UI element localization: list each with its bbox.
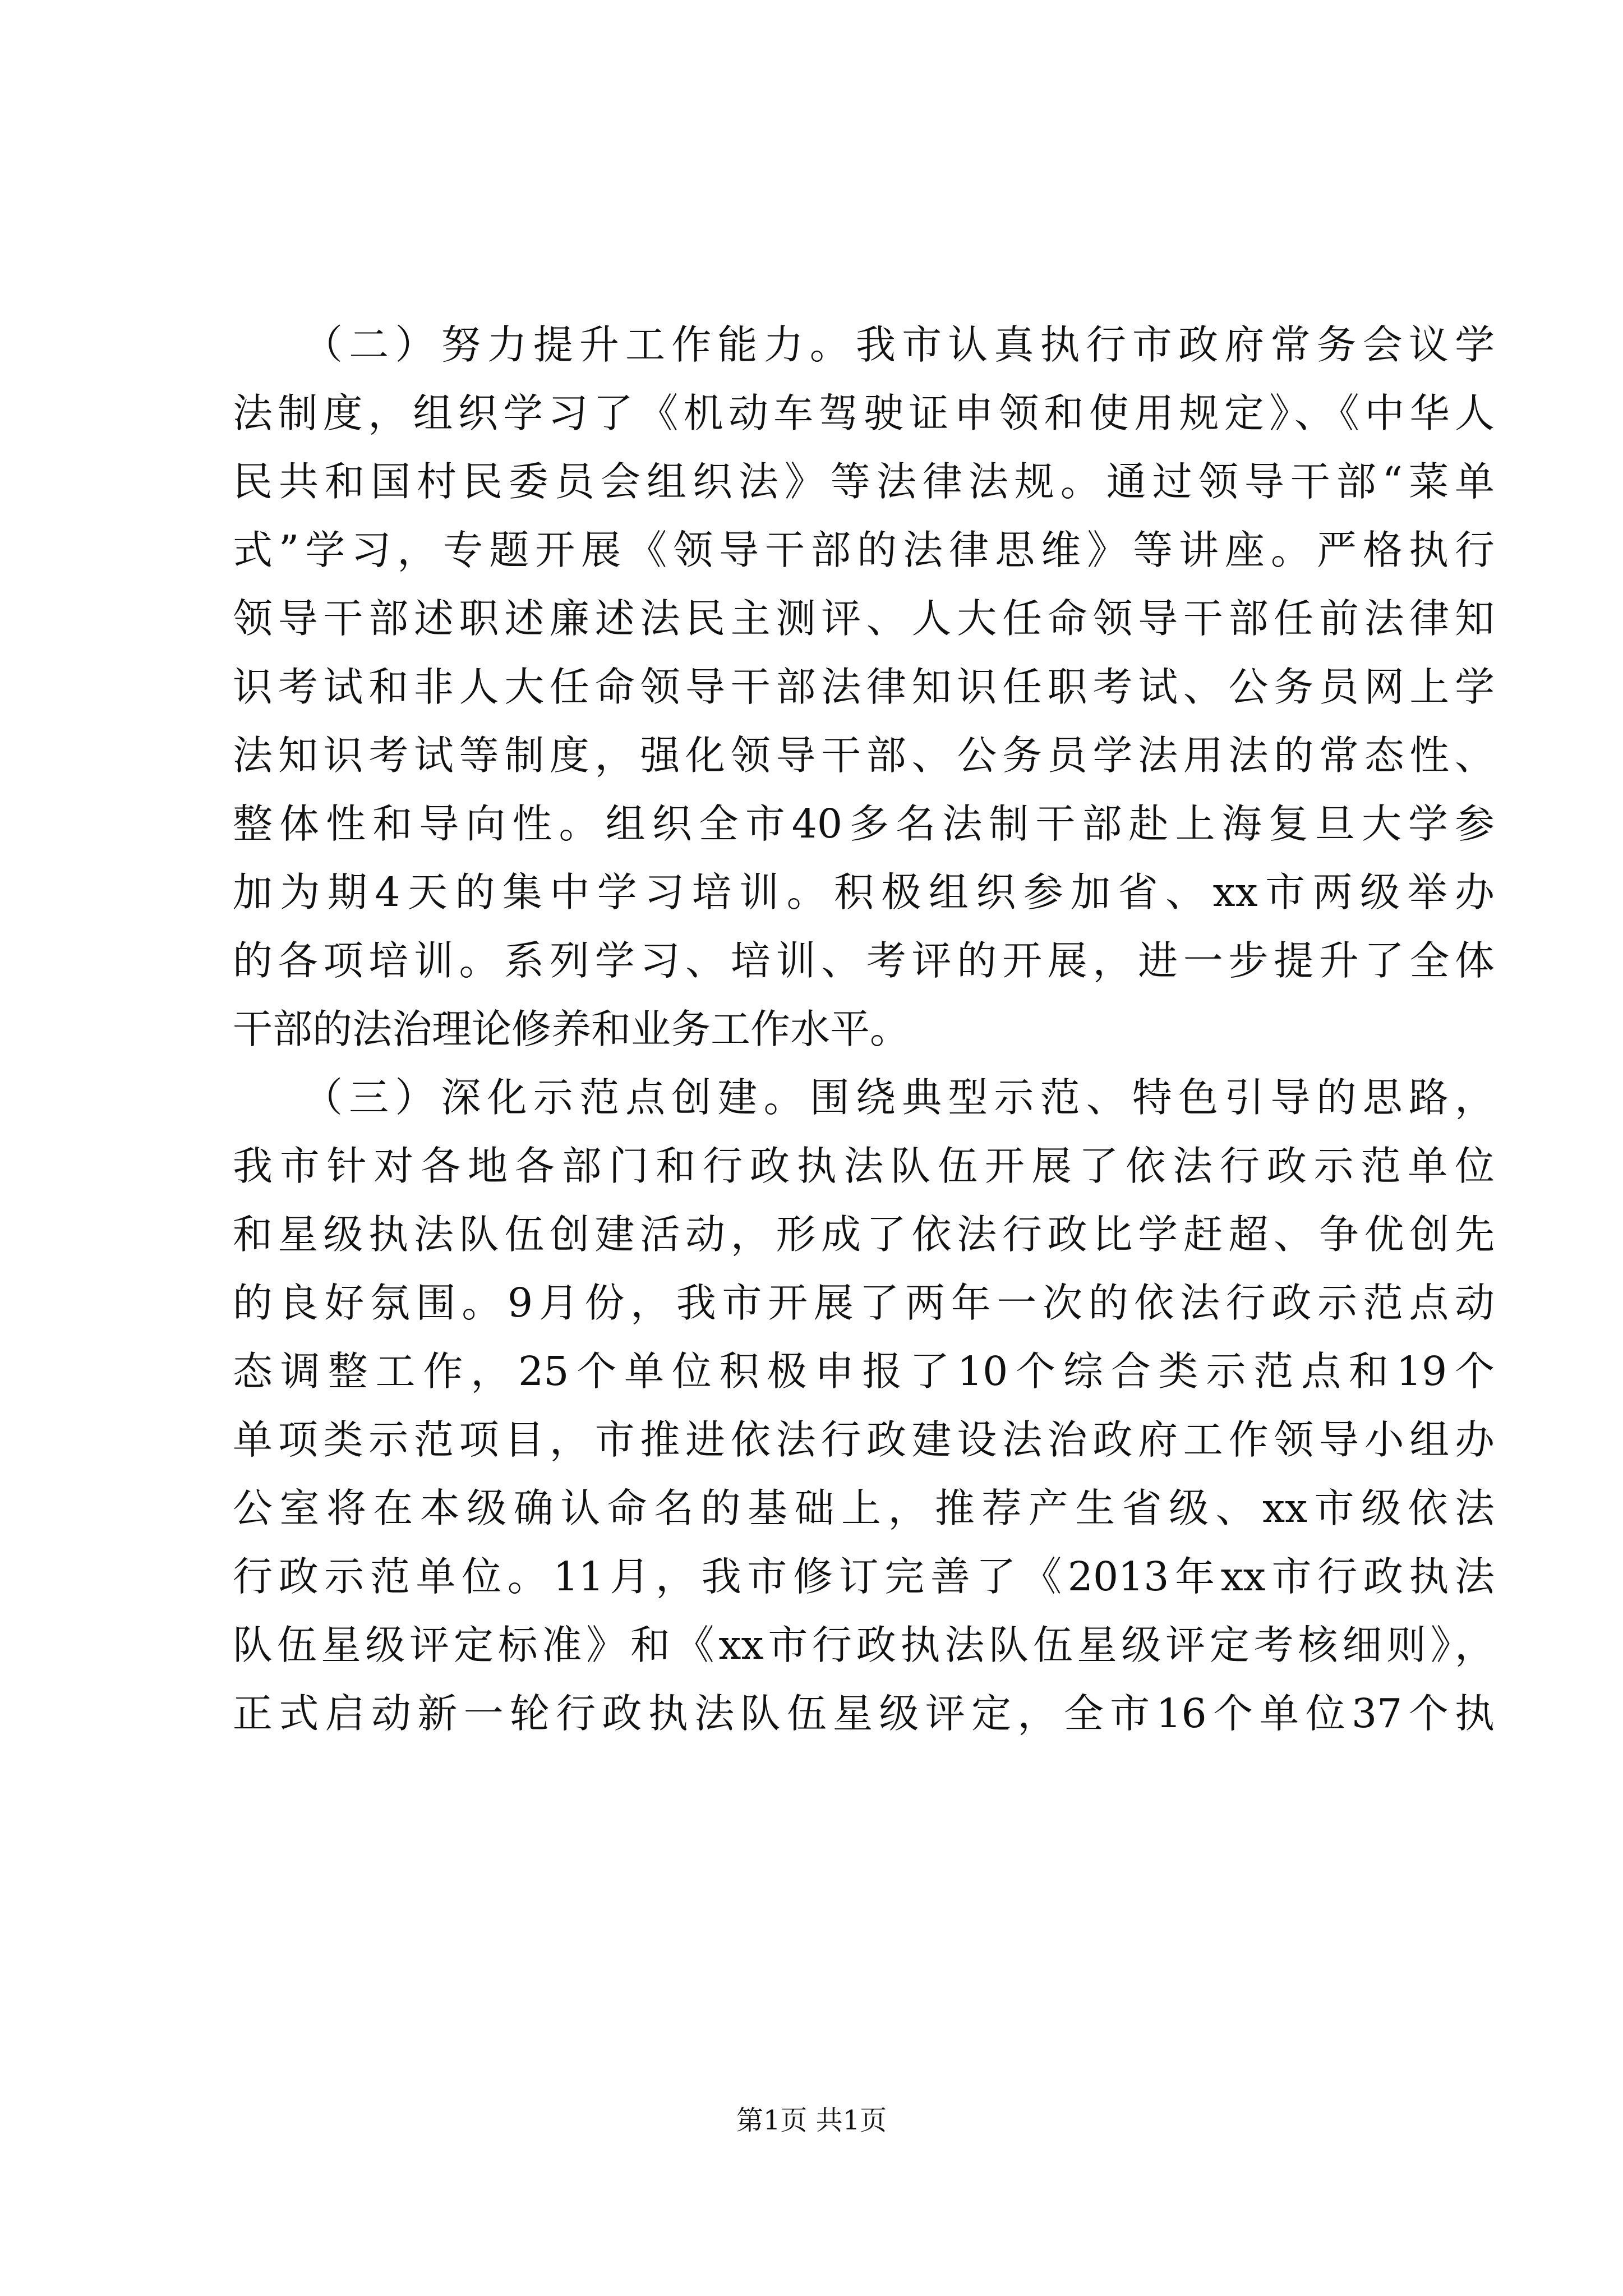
page-footer: 第1页 共1页 (736, 2105, 887, 2136)
paragraph-3-line-1: （三）深化示范点创建。围绕典型示范、特色引导的思路， (303, 1074, 1495, 1121)
paragraph-3-line-10: 正式启动新一轮行政执法队伍星级评定，全市16个单位37个执 (233, 1690, 1495, 1737)
paragraph-2-line-8: 整体性和导向性。组织全市40多名法制干部赴上海复旦大学参 (233, 800, 1495, 847)
paragraph-2-line-3: 民共和国村民委员会组织法》等法律法规。通过领导干部“菜单 (233, 458, 1495, 505)
paragraph-2-line-4: 式”学习，专题开展《领导干部的法律思维》等讲座。严格执行 (233, 527, 1495, 573)
paragraph-2-line-11: 干部的法治理论修养和业务工作水平。 (233, 1006, 910, 1052)
paragraph-2-line-7: 法知识考试等制度，强化领导干部、公务员学法用法的常态性、 (233, 732, 1495, 779)
paragraph-2-line-9: 加为期4天的集中学习培训。积极组织参加省、xx市两级举办 (233, 869, 1495, 915)
paragraph-2-line-2: 法制度，组织学习了《机动车驾驶证申领和使用规定》、《中华人 (233, 390, 1495, 436)
paragraph-2-line-6: 识考试和非人大任命领导干部法律知识任职考试、公务员网上学 (233, 664, 1495, 710)
paragraph-3-line-4: 的良好氛围。9月份，我市开展了两年一次的依法行政示范点动 (233, 1280, 1495, 1326)
paragraph-3-line-5: 态调整工作，25个单位积极申报了10个综合类示范点和19个 (233, 1348, 1495, 1395)
paragraph-2-line-1: （二）努力提升工作能力。我市认真执行市政府常务会议学 (303, 321, 1495, 368)
paragraph-2-line-10: 的各项培训。系列学习、培训、考评的开展，进一步提升了全体 (233, 937, 1495, 984)
paragraph-2-line-5: 领导干部述职述廉述法民主测评、人大任命领导干部任前法律知 (233, 595, 1495, 642)
paragraph-3-line-7: 公室将在本级确认命名的基础上，推荐产生省级、xx市级依法 (233, 1485, 1495, 1531)
paragraph-3-line-9: 队伍星级评定标准》和《xx市行政执法队伍星级评定考核细则》， (233, 1622, 1495, 1668)
paragraph-3-line-6: 单项类示范项目，市推进依法行政建设法治政府工作领导小组办 (233, 1416, 1495, 1463)
paragraph-3-line-3: 和星级执法队伍创建活动，形成了依法行政比学赶超、争优创先 (233, 1211, 1495, 1258)
paragraph-3-line-2: 我市针对各地各部门和行政执法队伍开展了依法行政示范单位 (233, 1143, 1495, 1189)
paragraph-3-line-8: 行政示范单位。11月，我市修订完善了《2013年xx市行政执法 (233, 1553, 1495, 1600)
